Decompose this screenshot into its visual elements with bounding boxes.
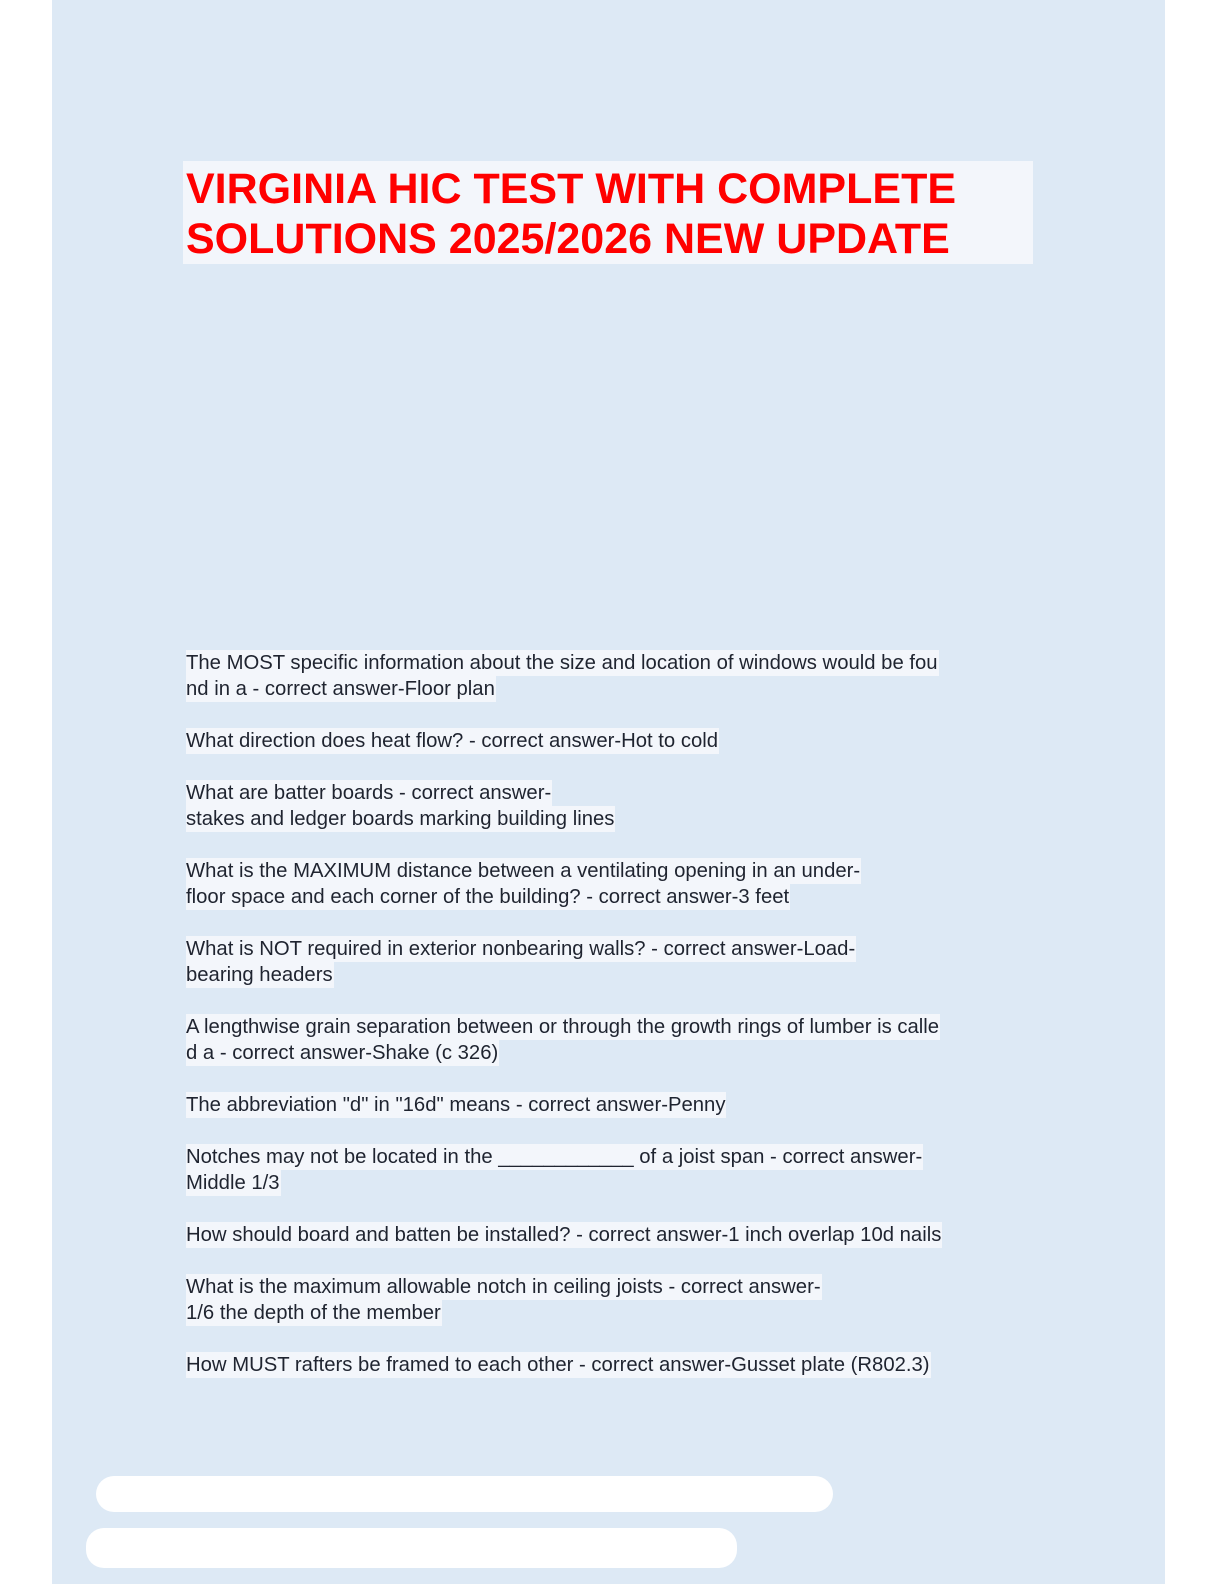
qa-text: How MUST rafters be framed to each other - correct answer-Gusset plate (R802.3) (186, 1354, 930, 1376)
qa-item (186, 1274, 1046, 1326)
qa-text: Middle 1/3 (186, 1172, 280, 1194)
qa-item (186, 650, 1046, 702)
qa-text: stakes and ledger boards marking building lines (186, 808, 615, 830)
qa-text: d a - correct answer-Shake (c 326) (186, 1042, 499, 1064)
redaction-mark (96, 1476, 833, 1512)
redaction-mark (86, 1528, 737, 1568)
qa-text: What is the maximum allowable notch in ceiling joists - correct answer- (186, 1276, 821, 1298)
qa-item (186, 780, 1046, 832)
qa-text: What is the MAXIMUM distance between a ventilating opening in an under- (186, 860, 861, 882)
qa-text: What are batter boards - correct answer- (186, 782, 552, 804)
qa-text: What direction does heat flow? - correct answer-Hot to cold (186, 730, 719, 752)
qa-text: The MOST specific information about the size and location of windows would be fou (186, 652, 938, 674)
qa-item (186, 1222, 1046, 1248)
qa-text: A lengthwise grain separation between or through the growth rings of lumber is calle (186, 1016, 940, 1038)
qa-text: nd in a - correct answer-Floor plan (186, 678, 495, 700)
qa-item (186, 1352, 1046, 1378)
qa-list (186, 650, 1046, 1404)
document-title-line-2: SOLUTIONS 2025/2026 NEW UPDATE (186, 215, 950, 263)
qa-text: How should board and batten be installed? - correct answer-1 inch overlap 10d nails (186, 1224, 942, 1246)
qa-item (186, 1144, 1046, 1196)
qa-item (186, 728, 1046, 754)
qa-item (186, 858, 1046, 910)
qa-item (186, 1014, 1046, 1066)
qa-text: 1/6 the depth of the member (186, 1302, 441, 1324)
qa-text: floor space and each corner of the building? - correct answer-3 feet (186, 886, 790, 908)
qa-text: bearing headers (186, 964, 333, 986)
qa-text: The abbreviation "d" in "16d" means - correct answer-Penny (186, 1094, 726, 1116)
document-title-line-1: VIRGINIA HIC TEST WITH COMPLETE (186, 165, 957, 213)
qa-text: What is NOT required in exterior nonbearing walls? - correct answer-Load- (186, 938, 856, 960)
qa-item (186, 1092, 1046, 1118)
qa-text: Notches may not be located in the ____________ of a joist span - correct answer- (186, 1146, 923, 1168)
qa-item (186, 936, 1046, 988)
